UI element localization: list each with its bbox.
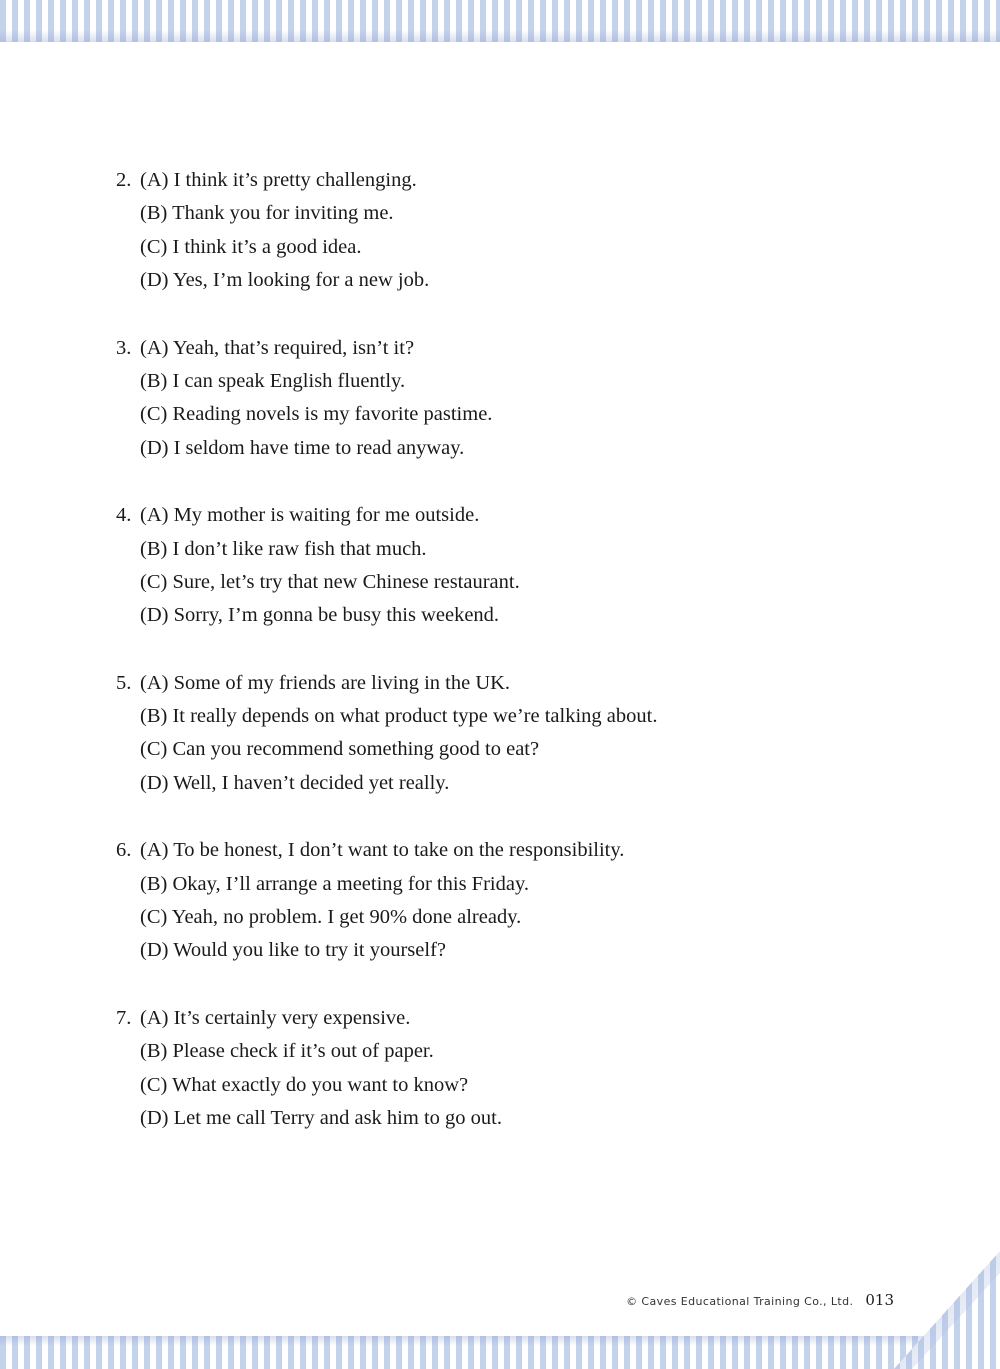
option-c <box>116 398 876 431</box>
option-d <box>116 767 876 800</box>
option-text: (D) Sorry, I’m gonna be busy this weekend. <box>140 604 500 627</box>
question-number: 4. <box>116 504 132 527</box>
option-text: (D) Let me call Terry and ask him to go out. <box>140 1106 502 1129</box>
question-number: 7. <box>116 1006 132 1029</box>
option-a <box>116 667 876 700</box>
option-text: (A) To be honest, I don’t want to take on the responsibility. <box>140 839 625 862</box>
option-c <box>116 231 876 264</box>
question-4 <box>116 499 876 633</box>
option-text: (C) Sure, let’s try that new Chinese restaurant. <box>140 570 520 593</box>
option-d <box>116 599 876 632</box>
question-2 <box>116 164 876 298</box>
option-text: (A) My mother is waiting for me outside. <box>140 504 480 527</box>
question-3 <box>116 332 876 466</box>
option-text: (D) Would you like to try it yourself? <box>140 939 446 962</box>
option-b <box>116 365 876 398</box>
option-text: (A) Some of my friends are living in the UK. <box>140 671 511 694</box>
option-text: (C) Can you recommend something good to eat? <box>140 738 540 761</box>
question-6 <box>116 834 876 968</box>
option-text: (B) I don’t like raw fish that much. <box>140 537 427 560</box>
option-d <box>116 1102 876 1135</box>
option-text: (A) I think it’s pretty challenging. <box>140 169 417 191</box>
option-text: (C) Reading novels is my favorite pastime. <box>140 403 493 426</box>
option-text: (B) I can speak English fluently. <box>140 369 406 392</box>
option-text: (D) I seldom have time to read anyway. <box>140 436 465 459</box>
option-d <box>116 264 876 297</box>
option-c <box>116 1069 876 1102</box>
option-b <box>116 868 876 901</box>
question-list <box>116 164 876 1169</box>
option-c <box>116 566 876 599</box>
option-b <box>116 533 876 566</box>
option-text: (B) Okay, I’ll arrange a meeting for this Friday. <box>140 872 529 895</box>
question-number: 5. <box>116 671 132 694</box>
option-text: (D) Well, I haven’t decided yet really. <box>140 771 450 794</box>
option-b <box>116 700 876 733</box>
question-5 <box>116 667 876 801</box>
option-b <box>116 197 876 230</box>
option-a <box>116 499 876 532</box>
page-corner-decoration <box>894 1251 1000 1369</box>
option-text: (B) Thank you for inviting me. <box>140 202 394 225</box>
question-number: 6. <box>116 839 132 862</box>
bottom-stripe-border <box>0 1336 1000 1369</box>
option-b <box>116 1035 876 1068</box>
page-footer <box>626 1288 894 1312</box>
option-text: (B) Please check if it’s out of paper. <box>140 1040 434 1063</box>
option-c <box>116 733 876 766</box>
option-text: (C) What exactly do you want to know? <box>140 1073 469 1096</box>
top-stripe-border <box>0 0 1000 42</box>
option-a <box>116 164 876 197</box>
option-a <box>116 332 876 365</box>
option-text: (C) Yeah, no problem. I get 90% done already. <box>140 906 522 929</box>
page-number: 013 <box>865 1291 894 1309</box>
option-text: (B) It really depends on what product type we’re talking about. <box>140 705 658 728</box>
option-d <box>116 432 876 465</box>
question-number: 3. <box>116 336 132 359</box>
question-7 <box>116 1002 876 1136</box>
option-c <box>116 901 876 934</box>
option-a <box>116 1002 876 1035</box>
option-d <box>116 934 876 967</box>
option-text: (A) It’s certainly very expensive. <box>140 1006 411 1029</box>
option-text: (D) Yes, I’m looking for a new job. <box>140 269 430 292</box>
question-number: 2. <box>116 169 132 191</box>
copyright-notice: © Caves Educational Training Co., Ltd. <box>626 1295 854 1308</box>
option-a <box>116 834 876 867</box>
option-text: (C) I think it’s a good idea. <box>140 235 362 258</box>
option-text: (A) Yeah, that’s required, isn’t it? <box>140 336 415 359</box>
